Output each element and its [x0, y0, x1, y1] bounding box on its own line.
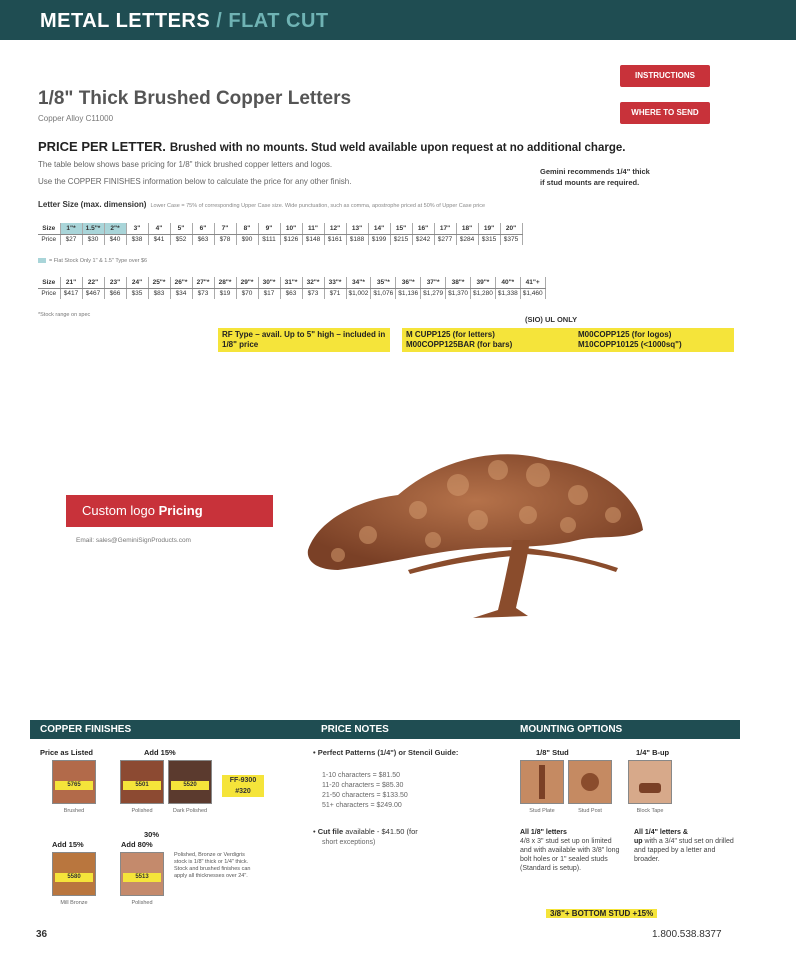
- where-to-send-button[interactable]: WHERE TO SEND: [620, 102, 710, 124]
- table-cell: $71: [324, 288, 346, 299]
- table-cell: $277: [434, 234, 456, 245]
- table-cell: $66: [104, 288, 126, 299]
- instructions-button[interactable]: INSTRUCTIONS: [620, 65, 710, 87]
- swatch-caption: Mill Bronze: [60, 900, 88, 906]
- table-cell: 32"*: [302, 277, 324, 288]
- table-cell: 29"*: [236, 277, 258, 288]
- row-label: Price: [38, 288, 60, 299]
- title-main: METAL LETTERS: [40, 10, 211, 32]
- table-cell: $35: [126, 288, 148, 299]
- table-cell: $63: [192, 234, 214, 245]
- table-cell: 36"*: [396, 277, 421, 288]
- table-cell: $1,338: [495, 288, 520, 299]
- tape-strip: [639, 783, 661, 793]
- price-note-4: 51+ characters = $249.00: [322, 802, 402, 809]
- table-cell: $78: [214, 234, 236, 245]
- mount-note-1-text: 4/8 x 3" stud set up on limited and with available with 3/8" long bolt holes or 1" sealed studs (Standard is setup).: [520, 838, 620, 872]
- recommend-line-2: if stud mounts are required.: [540, 178, 640, 187]
- table-cell: 38"*: [446, 277, 471, 288]
- table-cell: $315: [478, 234, 500, 245]
- table-cell: 7": [214, 223, 236, 234]
- swatch-caption: Brushed: [63, 808, 85, 814]
- table-cell: $375: [500, 234, 522, 245]
- table-cell: $1,370: [446, 288, 471, 299]
- price-notes-heading: PRICE NOTES: [321, 724, 389, 735]
- table-cell: $1,136: [396, 288, 421, 299]
- alloy-label: Copper Alloy C11000: [38, 114, 114, 123]
- mount-note-2-text: with a 3/4" stud set on drilled and tapped by a letter and broader.: [634, 838, 734, 863]
- swatch-tag: 5520: [171, 781, 209, 790]
- caption-stud-post: Stud Post: [578, 808, 602, 814]
- caption-block-tape: Block Tape: [636, 808, 664, 814]
- table-cell: $52: [170, 234, 192, 245]
- price-per-letter: [38, 139, 625, 154]
- phone-number: 1.800.538.8377: [652, 929, 722, 940]
- code-box-left: [402, 328, 574, 352]
- block-tape-image: [628, 760, 672, 804]
- perfect-patterns-text: Perfect Patterns (1/4") or Stencil Guide:: [317, 748, 459, 757]
- mount-note-2-bold-2: up: [634, 838, 643, 845]
- row-label: Size: [38, 223, 60, 234]
- table-cell: 11": [302, 223, 324, 234]
- row-label: Price: [38, 234, 60, 245]
- legend-swatch: [38, 258, 46, 263]
- price-table-2: [38, 277, 546, 299]
- price-note-1: 1-10 characters = $81.50: [322, 772, 401, 779]
- copper-tree-image: [298, 440, 648, 630]
- table-cell: $40: [104, 234, 126, 245]
- price-note-2: 11-20 characters = $85.30: [322, 782, 404, 789]
- table-cell: 12": [324, 223, 346, 234]
- stud-plate-bolt: [539, 765, 545, 799]
- table-cell: 40"*: [495, 277, 520, 288]
- table-cell: $417: [60, 288, 82, 299]
- stud-post-hole: [581, 773, 599, 791]
- table-cell: 30"*: [258, 277, 280, 288]
- table-cell: 41"+: [520, 277, 545, 288]
- finish-swatch: [52, 852, 96, 896]
- letter-size-heading: [38, 200, 485, 209]
- code-box-right: [574, 328, 734, 352]
- stud-plate-image: [520, 760, 564, 804]
- table-cell: 21": [60, 277, 82, 288]
- table-cell: 2"*: [104, 223, 126, 234]
- samples-title: (SIO) UL ONLY: [525, 315, 578, 324]
- letter-size-note: Lower Case = 75% of corresponding Upper Case size. Wide punctuation, such as comma, apostrophe priced at 50% of Upper Case price: [150, 203, 486, 209]
- table-cell: $19: [214, 288, 236, 299]
- table-cell: $27: [60, 234, 82, 245]
- table-cell: 4": [148, 223, 170, 234]
- table-cell: $242: [412, 234, 434, 245]
- finish-code-box: [222, 775, 264, 797]
- cut-file-note: • Cut file available - $41.50 (for: [313, 827, 418, 836]
- table-cell: $1,460: [520, 288, 545, 299]
- table-cell: $90: [236, 234, 258, 245]
- table-cell: $38: [126, 234, 148, 245]
- title-sub: / FLAT CUT: [210, 10, 329, 32]
- desc-line-2: Use the COPPER FINISHES information below to calculate the price for any other finish.: [38, 177, 352, 186]
- table-cell: 8": [236, 223, 258, 234]
- section-title: [40, 10, 329, 33]
- ppl-label: PRICE PER LETTER.: [38, 139, 166, 154]
- recommend-line-1: Gemini recommends 1/4" thick: [540, 167, 650, 176]
- table-cell: 16": [412, 223, 434, 234]
- size-row: [38, 223, 522, 234]
- cut-file-rest: available - $41.50 (for: [345, 827, 418, 836]
- mount-note-2: [634, 828, 734, 864]
- recommend-note: [540, 166, 650, 188]
- caption-stud-plate: Stud Plate: [529, 808, 555, 814]
- table-cell: $83: [148, 288, 170, 299]
- table1-note-text: = Flat Stock Only 1" & 1.5" Type over $6: [49, 258, 148, 264]
- finish-swatch: [120, 852, 164, 896]
- table-cell: 25"*: [148, 277, 170, 288]
- price-note-3: 21-50 characters = $133.50: [322, 792, 408, 799]
- swatch-tag: 5513: [123, 873, 161, 882]
- table-cell: 15": [390, 223, 412, 234]
- table-cell: 6": [192, 223, 214, 234]
- table-cell: $1,280: [470, 288, 495, 299]
- table-cell: $284: [456, 234, 478, 245]
- mounting-options-heading: MOUNTING OPTIONS: [520, 724, 623, 735]
- table-cell: $70: [236, 288, 258, 299]
- swatch-caption: Polished: [131, 900, 153, 906]
- table-cell: 1"*: [60, 223, 82, 234]
- code-large-logos: M10COPP10125 (<1000sq"): [578, 340, 682, 349]
- table-cell: 22": [82, 277, 104, 288]
- add-percent: 30%: [144, 830, 160, 839]
- table1-note: [38, 258, 147, 264]
- table-cell: 13": [346, 223, 368, 234]
- price-row: [38, 288, 545, 299]
- code-letters: M CUPP125 (for letters): [406, 330, 495, 339]
- custom-logo-pricing-button[interactable]: [66, 495, 273, 527]
- table-cell: 24": [126, 277, 148, 288]
- product-title: 1/8" Thick Brushed Copper Letters: [38, 88, 352, 109]
- table-cell: 23": [104, 277, 126, 288]
- table-cell: $467: [82, 288, 104, 299]
- swatch-caption: Dark Polished: [172, 808, 208, 814]
- mount-note-1-bold: All 1/8" letters: [520, 829, 567, 836]
- table-cell: 39"*: [470, 277, 495, 288]
- table-cell: 35"*: [371, 277, 396, 288]
- rf-type-note: RF Type – avail. Up to 5" high – included in 1/8" price: [218, 328, 390, 352]
- table-cell: $63: [280, 288, 302, 299]
- table-cell: 9": [258, 223, 280, 234]
- table-cell: $1,076: [371, 288, 396, 299]
- bottom-stud-note: 3/8"+ BOTTOM STUD +15%: [546, 909, 657, 918]
- email-link[interactable]: Email: sales@GeminiSignProducts.com: [76, 537, 191, 544]
- table-cell: 14": [368, 223, 390, 234]
- table-cell: $188: [346, 234, 368, 245]
- row-label: Size: [38, 277, 60, 288]
- table-cell: $111: [258, 234, 280, 245]
- copper-finishes-heading: COPPER FINISHES: [40, 724, 132, 735]
- code-bars: M00COPP125BAR (for bars): [406, 340, 513, 349]
- perfect-patterns-title: • Perfect Patterns (1/4") or Stencil Guide:: [313, 748, 459, 757]
- table2-note: *Stock range on spec: [38, 312, 91, 318]
- stud-heading: 1/8" Stud: [536, 748, 569, 757]
- swatch-tag: 5580: [55, 873, 93, 882]
- size-row: [38, 277, 545, 288]
- table-cell: $126: [280, 234, 302, 245]
- table-cell: $161: [324, 234, 346, 245]
- custom-logo-label-bold: Pricing: [158, 503, 203, 518]
- table-cell: 3": [126, 223, 148, 234]
- price-row: [38, 234, 522, 245]
- finish-swatch: [168, 760, 212, 804]
- table-cell: $41: [148, 234, 170, 245]
- table-cell: $17: [258, 288, 280, 299]
- table-cell: $34: [170, 288, 192, 299]
- table-cell: $1,279: [421, 288, 446, 299]
- table-cell: 34"*: [346, 277, 371, 288]
- stud-post-image: [568, 760, 612, 804]
- tape-heading: 1/4" B-up: [636, 748, 670, 757]
- add-15-label: Add 15%: [144, 748, 176, 757]
- table-cell: $148: [302, 234, 324, 245]
- code-line-2: #320: [235, 788, 251, 795]
- price-as-listed-label: Price as Listed: [40, 748, 93, 757]
- code-line-1: FF-9300: [229, 777, 257, 784]
- swatch-tag: 5501: [123, 781, 161, 790]
- table-cell: $30: [82, 234, 104, 245]
- header-bar: [0, 0, 796, 40]
- add-80-label: Add 80%: [121, 840, 153, 849]
- table-cell: 27"*: [192, 277, 214, 288]
- table-cell: 5": [170, 223, 192, 234]
- ppl-desc: Brushed with no mounts. Stud weld available upon request at no additional charge.: [169, 142, 626, 154]
- code-logos: M00COPP125 (for logos): [578, 330, 672, 339]
- table-cell: 31"*: [280, 277, 302, 288]
- finish-swatch: [120, 760, 164, 804]
- swatch-tag: 5765: [55, 781, 93, 790]
- page-number: 36: [36, 929, 48, 940]
- swatch-caption: Polished: [131, 808, 153, 814]
- table-cell: 26"*: [170, 277, 192, 288]
- table-cell: 20": [500, 223, 522, 234]
- table-cell: 18": [456, 223, 478, 234]
- mount-note-1: [520, 828, 620, 873]
- mount-note-2-bold: All 1/4" letters &: [634, 829, 688, 836]
- letter-size-label: Letter Size (max. dimension): [38, 200, 147, 209]
- table-cell: 17": [434, 223, 456, 234]
- table-cell: $73: [302, 288, 324, 299]
- table-cell: $215: [390, 234, 412, 245]
- table-cell: 1.5"*: [82, 223, 104, 234]
- table-cell: 19": [478, 223, 500, 234]
- finish-paragraph: Polished, Bronze or Verdigris stock is 1/8" thick or 1/4" thick. Stock and brushed finishes can apply all thicknesses over 24".: [174, 852, 251, 879]
- custom-logo-label: Custom logo: [82, 503, 159, 518]
- cut-file-label: Cut file: [317, 827, 344, 836]
- table-cell: $1,002: [346, 288, 371, 299]
- table-cell: $199: [368, 234, 390, 245]
- table-cell: $73: [192, 288, 214, 299]
- desc-line-1: The table below shows base pricing for 1/8" thick brushed copper letters and logos.: [38, 160, 333, 169]
- table-cell: 33"*: [324, 277, 346, 288]
- table-cell: 37"*: [421, 277, 446, 288]
- finish-swatch: [52, 760, 96, 804]
- cut-file-note-2: short exceptions): [322, 839, 376, 846]
- table-cell: 28"*: [214, 277, 236, 288]
- table-cell: 10": [280, 223, 302, 234]
- price-table-1: [38, 223, 523, 245]
- add-15b-label: Add 15%: [52, 840, 84, 849]
